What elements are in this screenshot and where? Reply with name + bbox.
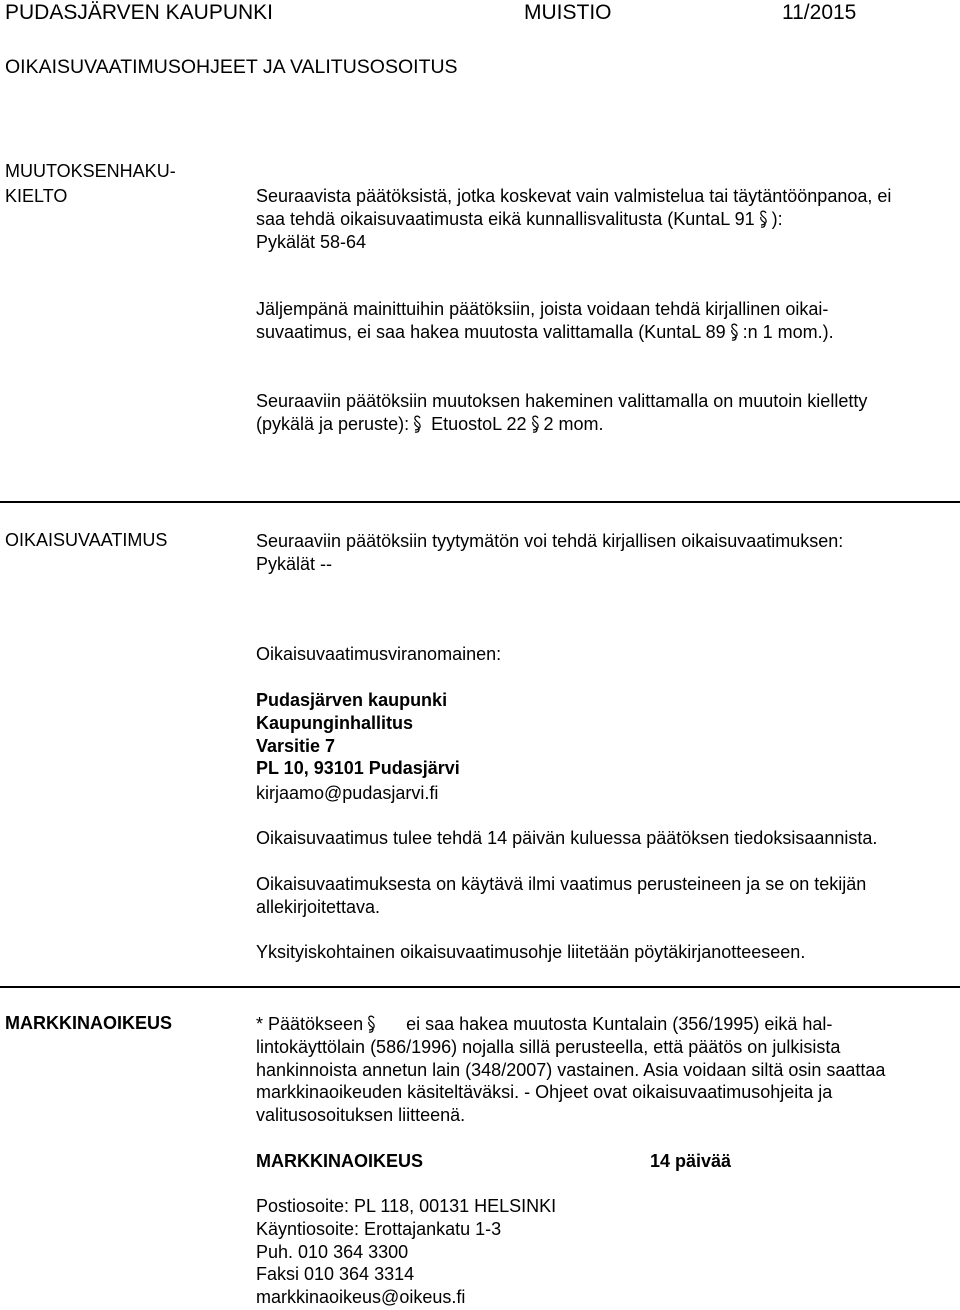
- paragraph: [256, 185, 891, 253]
- section-sign-icon: [531, 415, 540, 434]
- header-doc-type: MUISTIO: [524, 1, 612, 24]
- text-line: Oikaisuvaatimuksesta on käytävä ilmi vaatimus perusteineen ja se on tekijän: [256, 874, 867, 894]
- section-sign-icon: [730, 323, 739, 342]
- header-org: PUDASJÄRVEN KAUPUNKI: [5, 1, 274, 24]
- divider: [0, 501, 960, 503]
- text-line: [256, 321, 834, 344]
- text-span: saa tehdä oikaisuvaatimusta eikä kunnallisvalitusta (KuntaL 91: [256, 208, 755, 229]
- text-line: allekirjoitettava.: [256, 896, 381, 917]
- paragraph: Yksityiskohtainen oikaisuvaatimusohje liitetään pöytäkirjanotteeseen.: [256, 942, 806, 962]
- text-line: Pykälät --: [256, 553, 333, 574]
- authority-label: Oikaisuvaatimusviranomainen:: [256, 644, 502, 664]
- text-line: hankinnoista annetun lain (348/2007) vastainen. Asia voidaan siltä osin saattaa: [256, 1059, 886, 1080]
- text-span: * Päätökseen: [256, 1014, 364, 1034]
- paragraph: [256, 873, 866, 919]
- text-span: 2 mom.: [543, 413, 604, 434]
- paragraph: Oikaisuvaatimus tulee tehdä 14 päivän kuluessa päätöksen tiedoksisaannista.: [256, 828, 878, 848]
- section-sign-icon: [759, 210, 768, 229]
- text-line: Jäljempänä mainittuihin päätöksiin, joista voidaan tehdä kirjallinen oikai-: [256, 299, 829, 319]
- divider: [0, 986, 960, 988]
- text-line: lintokäyttölain (586/1996) nojalla sillä perusteella, että päätös on julkisista: [256, 1036, 841, 1057]
- contact-line: Puh. 010 364 3300: [256, 1241, 409, 1262]
- text-span: suvaatimus, ei saa hakea muutosta valittamalla (KuntaL 89: [256, 321, 726, 342]
- text-line: Seuraavista päätöksistä, jotka koskevat vain valmistelua tai täytäntöönpanoa, ei: [256, 186, 892, 206]
- text-span: ):: [771, 208, 783, 229]
- text-span: :n 1 mom.).: [742, 321, 834, 342]
- paragraph: [256, 298, 834, 344]
- label-line: MUUTOKSENHAKU-: [5, 161, 176, 181]
- address-line: Kaupunginhallitus: [256, 712, 413, 733]
- text-line: Seuraaviin päätöksiin tyytymätön voi tehdä kirjallisen oikaisuvaatimuksen:: [256, 531, 844, 551]
- address-line: Pudasjärven kaupunki: [256, 690, 448, 710]
- contact-line: Käyntiosoite: Erottajankatu 1-3: [256, 1218, 502, 1239]
- section-label-markkinaoikeus: MARKKINAOIKEUS: [5, 1013, 173, 1033]
- address-line: PL 10, 93101 Pudasjärvi: [256, 758, 460, 779]
- address-line: Varsitie 7: [256, 735, 336, 756]
- appeal-deadline: 14 päivää: [650, 1151, 732, 1171]
- text-line: Seuraaviin päätöksiin muutoksen hakeminen valittamalla on muutoin kielletty: [256, 391, 868, 411]
- contact-line: Faksi 010 364 3314: [256, 1264, 415, 1285]
- label-line: KIELTO: [5, 186, 68, 206]
- text-line: valitusosoituksen liitteenä.: [256, 1105, 466, 1126]
- contact-line: markkinaoikeus@oikeus.fi: [256, 1287, 466, 1308]
- text-span: ei saa hakea muutosta Kuntalain (356/1995) eikä hal-: [406, 1014, 833, 1034]
- text-line: [256, 413, 867, 436]
- header-number: 11/2015: [782, 1, 857, 24]
- section-sign-icon: [367, 1015, 376, 1034]
- section-label-oikaisuvaatimus: OIKAISUVAATIMUS: [5, 530, 168, 550]
- authority-address: [256, 689, 460, 780]
- text-line: Pykälät 58-64: [256, 231, 367, 252]
- contact-line: Postiosoite: PL 118, 00131 HELSINKI: [256, 1196, 557, 1216]
- text-span: EtuostoL 22: [431, 413, 527, 434]
- section-sign-icon: [413, 415, 422, 434]
- paragraph: [256, 1013, 885, 1127]
- paragraph: [256, 390, 867, 436]
- text-span: (pykälä ja peruste):: [256, 413, 410, 434]
- page-title: OIKAISUVAATIMUSOHJEET JA VALITUSOSOITUS: [5, 56, 458, 78]
- authority-email: kirjaamo@pudasjarvi.fi: [256, 783, 439, 803]
- text-line: markkinaoikeuden käsiteltäväksi. - Ohjeet ovat oikaisuvaatimusohjeita ja: [256, 1082, 833, 1103]
- text-line: [256, 208, 891, 231]
- court-contact: [256, 1195, 556, 1309]
- text-line: [256, 1013, 885, 1036]
- paragraph: [256, 530, 843, 576]
- section-label-muutoksenhakukielto: [5, 159, 176, 209]
- court-name: MARKKINAOIKEUS: [256, 1151, 424, 1171]
